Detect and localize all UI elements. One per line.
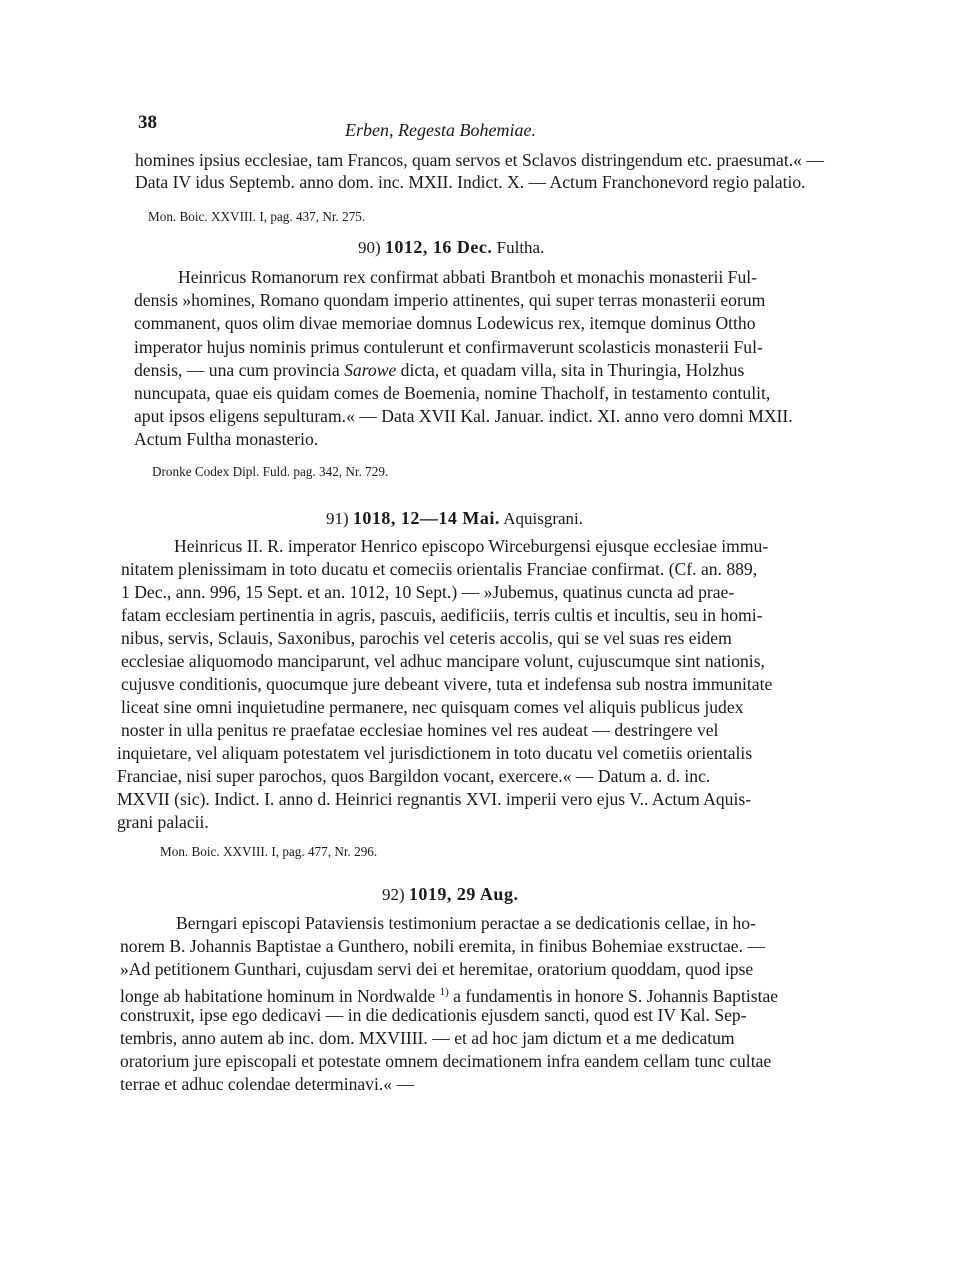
- source-citation: Dronke Codex Dipl. Fuld. pag. 342, Nr. 729.: [152, 464, 389, 479]
- text-line: densis »homines, Romano quondam imperio attinentes, qui super terras monasterii eorum: [134, 290, 766, 310]
- entry-date: 1018, 12—14 Mai.: [352, 508, 500, 528]
- entry-heading: [358, 237, 544, 258]
- text-line: terrae et adhuc colendae determinavi.« —: [120, 1074, 415, 1094]
- text-line: Actum Fultha monasterio.: [134, 429, 319, 449]
- place-name-italic: Sarowe: [344, 360, 397, 380]
- text-line: imperator hujus nominis primus contulerunt et confirmaverunt scolasticis monasterii Ful-: [134, 337, 763, 357]
- text-line: »Ad petitionem Gunthari, cujusdam servi dei et heremitae, oratorium quoddam, quod ipse: [120, 959, 754, 979]
- text-line: oratorium jure episcopali et potestate omnem decimationem infra eandem cellam tunc cultae: [120, 1051, 772, 1071]
- text-line: Heinricus Romanorum rex confirmat abbati Brantboh et monachis monasterii Ful-: [178, 267, 757, 287]
- text-line: Heinricus II. R. imperator Henrico episcopo Wirceburgensi ejusque ecclesiae immu-: [174, 536, 769, 556]
- page-number: 38: [138, 112, 157, 133]
- entry-date: 1012, 16 Dec.: [384, 237, 493, 257]
- text-line: inquietare, vel aliquam potestatem vel jurisdictionem in toto ducatu vel cometiis orientalis: [117, 743, 753, 763]
- text-line: nitatem plenissimam in toto ducatu et comeciis orientalis Franciae confirmat. (Cf. an. 889,: [121, 559, 758, 579]
- text-line: noster in ulla penitus re praefatae ecclesiae homines vel res audeat — destringere vel: [121, 720, 719, 740]
- source-citation: Mon. Boic. XXVIII. I, pag. 477, Nr. 296.: [160, 844, 378, 859]
- source-citation: Mon. Boic. XXVIII. I, pag. 437, Nr. 275.: [148, 209, 366, 224]
- entry-place: Fultha.: [496, 238, 545, 257]
- entry-number: 91): [326, 509, 349, 528]
- text-line: densis, — una cum provincia Sarowe dicta, et quadam villa, sita in Thuringia, Holzhus: [134, 360, 745, 380]
- entry-heading: [382, 884, 518, 905]
- text-line: homines ipsius ecclesiae, tam Francos, quam servos et Sclavos distringendum etc. praesumat.« —: [135, 150, 824, 170]
- text-line: liceat sine omni inquietudine permanere, nec quisquam comes vel aliquis publicus judex: [121, 697, 744, 717]
- text-line: ecclesiae aliquomodo manciparunt, vel adhuc mancipare volunt, cujuscumque sint nationis,: [121, 651, 765, 671]
- text-line: aput ipsos eligens sepulturam.« — Data XVII Kal. Januar. indict. XI. anno vero domni MXII.: [134, 406, 793, 426]
- entry-number: 92): [382, 885, 405, 904]
- text-line: Franciae, nisi super parochos, quos Bargildon vocant, exercere.« — Datum a. d. inc.: [117, 766, 711, 786]
- text-line: 1 Dec., ann. 996, 15 Sept. et an. 1012, 10 Sept.) — »Jubemus, quatinus cuncta ad prae-: [121, 582, 735, 602]
- entry-place: Aquisgrani.: [503, 509, 584, 528]
- running-title: Erben, Regesta Bohemiae.: [345, 120, 536, 140]
- text-line: grani palacii.: [117, 812, 209, 832]
- entry-heading: [326, 508, 583, 529]
- text-line: commanent, quos olim divae memoriae domnus Lodewicus rex, itemque dominus Ottho: [134, 313, 756, 333]
- text-line: fatam ecclesiam pertinentia in agris, pascuis, aedificiis, terris cultis et incultis, seu in homi-: [121, 605, 763, 625]
- text-line: Data IV idus Septemb. anno dom. inc. MXII. Indict. X. — Actum Franchonevord regio palatio.: [135, 172, 806, 192]
- text-line: nuncupata, quae eis quidam comes de Boemenia, nomine Thacholf, in testamento contulit,: [134, 383, 771, 403]
- text-line: cujusve conditionis, quocumque jure debeant vivere, tuta et indefensa sub nostra immunitate: [121, 674, 773, 694]
- entry-number: 90): [358, 238, 381, 257]
- text-line: construxit, ipse ego dedicavi — in die dedicationis ejusdem sancti, quod est IV Kal. Sep-: [120, 1005, 747, 1025]
- entry-date: 1019, 29 Aug.: [408, 884, 519, 904]
- text-line: Berngari episcopi Pataviensis testimonium peractae a se dedicationis cellae, in ho-: [176, 913, 756, 933]
- text-line: longe ab habitatione hominum in Nordwalde $^{1)}$ a fundamentis in honore S. Johannis Baptistae: [120, 985, 779, 1006]
- text-line: norem B. Johannis Baptistae a Gunthero, nobili eremita, in finibus Bohemiae exstructae. —: [120, 936, 765, 956]
- footnote-reference[interactable]: 1): [439, 986, 449, 998]
- text-line: tembris, anno autem ab inc. dom. MXVIIII. — et ad hoc jam dictum et a me dedicatum: [120, 1028, 735, 1048]
- text-line: MXVII (sic). Indict. I. anno d. Heinrici regnantis XVI. imperii vero ejus V.. Actum Aquis-: [117, 789, 752, 809]
- text-line: nibus, servis, Sclauis, Saxonibus, parochis vel ceteris accolis, qui se vel suas res eidem: [121, 628, 732, 648]
